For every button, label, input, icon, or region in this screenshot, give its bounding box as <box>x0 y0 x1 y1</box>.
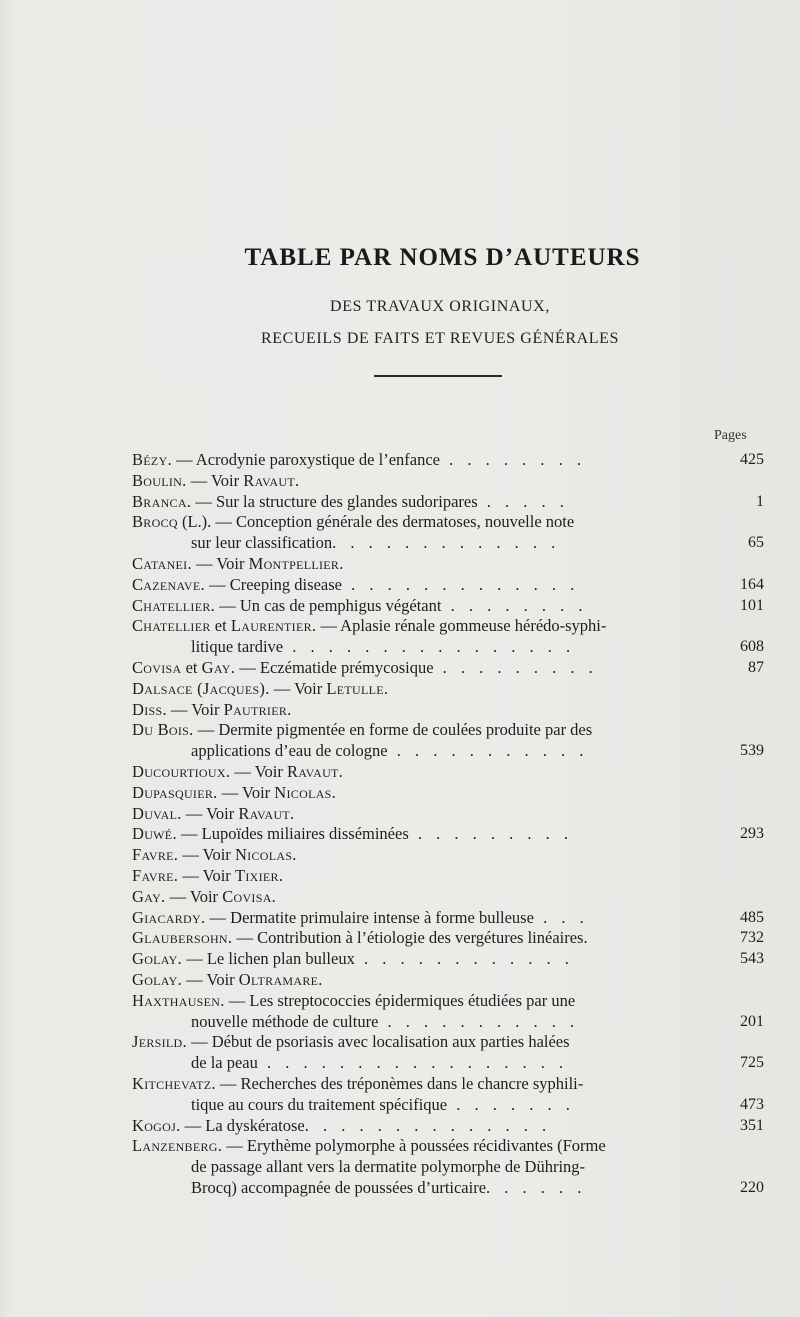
author-name: Duwé. <box>132 824 177 844</box>
entry-text: — Contribution à l’étiologie des vergétures linéaires. <box>232 928 588 948</box>
author-name: Gay. <box>132 886 166 906</box>
entry-line <box>132 658 764 679</box>
dot-leader: . . . <box>533 907 589 927</box>
author-name: Favre. <box>132 845 179 865</box>
entry-line <box>132 887 764 908</box>
index-entry <box>132 908 764 929</box>
entry-line <box>132 1032 764 1053</box>
index-entry <box>132 928 764 949</box>
page-number: 293 <box>740 825 764 843</box>
entry-text: — Voir <box>178 845 235 865</box>
entry-text: de la peau <box>191 1053 258 1073</box>
index-entry <box>132 824 764 845</box>
entry-text: — Recherches des tréponèmes dans le chancre syphili- <box>215 1073 584 1093</box>
entry-line <box>132 616 764 637</box>
cross-reference: Letulle. <box>326 678 389 698</box>
entry-text: — Voir <box>269 678 327 698</box>
page-number: 351 <box>740 1116 764 1134</box>
index-entry <box>132 492 764 513</box>
entry-text: Brocq) accompagnée de poussées d’urticaire <box>191 1177 487 1197</box>
entry-text: — Voir <box>178 865 235 885</box>
entry-line <box>132 679 764 700</box>
author-name: Giacardy. <box>132 907 206 927</box>
author-name: Kogoj. <box>132 1115 181 1135</box>
dot-leader: . . . . . <box>477 491 569 511</box>
entry-text: — Sur la structure des glandes sudoripares <box>191 491 478 511</box>
dot-leader: . . . . . . . <box>447 1094 575 1114</box>
entry-line <box>132 783 764 804</box>
page-title: TABLE PAR NOMS D’AUTEURS <box>244 244 641 271</box>
page-number: 65 <box>748 534 764 552</box>
author-name: Branca. <box>132 491 192 511</box>
entry-line <box>132 450 764 471</box>
dot-leader: . . . . . . . . . . . . . <box>341 574 580 594</box>
pages-column-header: Pages <box>714 428 747 443</box>
entry-line <box>132 700 764 721</box>
entry-line <box>132 1136 764 1157</box>
index-entry <box>132 845 764 866</box>
author-name: Dalsace (Jacques). <box>132 678 270 698</box>
entry-line <box>132 1053 764 1074</box>
entry-text: litique tardive <box>191 637 284 657</box>
page-number: 485 <box>740 908 764 926</box>
cross-reference: Oltramare. <box>238 969 323 989</box>
author-name: Diss. <box>132 699 167 719</box>
author-name: Glaubersohn. <box>132 928 233 948</box>
entry-text: — Voir <box>165 886 223 906</box>
entry-line <box>132 720 764 741</box>
page-number: 539 <box>740 742 764 760</box>
author-name: Chatellier <box>132 616 211 636</box>
entry-line <box>132 1095 764 1116</box>
author-name: Covisa <box>132 657 182 677</box>
cross-reference: Nicolas. <box>234 845 297 865</box>
dot-leader: . . . . . . . . . <box>433 657 598 677</box>
co-author-name: Laurentier. <box>230 616 317 636</box>
title-divider <box>374 375 502 377</box>
author-name: Lanzenberg. <box>132 1136 223 1156</box>
index-entry <box>132 866 764 887</box>
page-number: 473 <box>740 1095 764 1113</box>
page-number: 425 <box>740 451 764 468</box>
author-name: Du Bois. <box>132 720 194 740</box>
entry-text: — Voir <box>191 553 249 573</box>
author-name: Bézy. <box>132 450 172 469</box>
dot-leader: . . . . . . . . . . . <box>387 741 589 761</box>
entry-line <box>132 575 764 596</box>
cross-reference: Covisa. <box>222 886 277 906</box>
cross-reference: Tixier. <box>234 865 284 885</box>
page-number: 608 <box>740 638 764 656</box>
entry-text: (L.). — Conception générale des dermatoses, nouvelle note <box>177 512 575 532</box>
entry-line <box>132 533 764 554</box>
cross-reference: Ravaut. <box>238 803 295 823</box>
author-name: Boulin. <box>132 470 187 490</box>
entry-text: tique au cours du traitement spécifique <box>191 1094 448 1114</box>
index-entry <box>132 658 764 679</box>
entry-text: — Dermite pigmentée en forme de coulées produite par des <box>193 720 593 740</box>
entry-line <box>132 1074 764 1095</box>
author-name: Catanei. <box>132 553 192 573</box>
index-entry <box>132 720 764 762</box>
entry-line <box>132 1116 764 1137</box>
dot-leader: . . . . . . <box>486 1177 587 1197</box>
index-entry <box>132 762 764 783</box>
cross-reference: Montpellier. <box>248 553 344 573</box>
entry-text: — Voir <box>182 969 239 989</box>
index-entry <box>132 949 764 970</box>
author-name: Golay. <box>132 949 183 969</box>
author-name: Jersild. <box>132 1032 187 1052</box>
entry-line <box>132 492 764 513</box>
page-number: 201 <box>740 1012 764 1030</box>
entry-text: — Dermatite primulaire intense à forme bulleuse <box>205 907 534 927</box>
index-entry <box>132 450 764 471</box>
cross-reference: Ravaut. <box>243 470 300 490</box>
entry-line <box>132 845 764 866</box>
entry-text: — Voir <box>217 782 275 802</box>
entry-line <box>132 512 764 533</box>
entry-text: — Erythème polymorphe à poussées récidivantes (Forme <box>222 1136 606 1156</box>
index-entry <box>132 991 764 1033</box>
entry-line <box>132 554 764 575</box>
page-number: 87 <box>748 658 764 676</box>
page-number: 1 <box>756 492 764 510</box>
entry-text: — Voir <box>230 761 287 781</box>
index-entry <box>132 616 764 658</box>
entry-line <box>132 804 764 825</box>
index-entry <box>132 1074 764 1116</box>
subtitle-line-1: DES TRAVAUX ORIGINAUX, <box>330 298 550 315</box>
page-number: 164 <box>740 575 764 593</box>
author-name: Brocq <box>132 512 178 532</box>
entry-text: — Le lichen plan bulleux <box>182 949 355 969</box>
entry-text: — Voir <box>186 470 244 490</box>
cross-reference: Pautrier. <box>223 699 292 719</box>
entry-line <box>132 949 764 970</box>
entry-text: — Creeping disease <box>204 574 342 594</box>
dot-leader: . . . . . . . . . . . . <box>354 949 574 969</box>
entry-text: — Aplasie rénale gommeuse hérédo-syphi- <box>316 616 607 636</box>
entry-line <box>132 741 764 762</box>
index-entry <box>132 575 764 596</box>
subtitle-line-2: RECUEILS DE FAITS ET REVUES GÉNÉRALES <box>260 330 620 347</box>
dot-leader: . . . . . . . . . <box>408 824 574 844</box>
entry-line <box>132 1157 764 1178</box>
cross-reference: Nicolas. <box>274 782 337 802</box>
page-number: 725 <box>740 1054 764 1072</box>
author-name: Ducourtioux. <box>132 761 231 781</box>
entry-text: — Voir <box>166 699 224 719</box>
entry-text: — La dyskératose <box>180 1115 305 1135</box>
author-name: Duval. <box>132 803 182 823</box>
page-number: 101 <box>740 596 764 614</box>
author-name: Chatellier. <box>132 595 216 615</box>
entry-text: — Eczématide prémycosique <box>235 657 434 677</box>
dot-leader: . . . . . . . . . . . . . <box>332 533 561 553</box>
dot-leader: . . . . . . . . . . . <box>378 1011 580 1031</box>
entry-line <box>132 762 764 783</box>
entry-line <box>132 824 764 845</box>
entry-text: — Début de psoriasis avec localisation aux parties halées <box>186 1032 570 1052</box>
dot-leader: . . . . . . . . <box>440 450 586 469</box>
index-entry <box>132 887 764 908</box>
author-name: Favre. <box>132 865 179 885</box>
index-entry <box>132 679 764 700</box>
page-number: 732 <box>740 929 764 947</box>
index-entry <box>132 471 764 492</box>
index-entry <box>132 1116 764 1137</box>
entry-line <box>132 471 764 492</box>
author-name: Cazenave. <box>132 574 205 594</box>
page-number: 220 <box>740 1178 764 1196</box>
entry-text: — Lupoïdes miliaires disséminées <box>176 824 409 844</box>
entry-text: — Voir <box>181 803 239 823</box>
index-entry <box>132 970 764 991</box>
dot-leader: . . . . . . . . <box>441 595 588 615</box>
index-entry <box>132 700 764 721</box>
index-entry <box>132 1136 764 1198</box>
entry-text: — Acrodynie paroxystique de l’enfance <box>171 450 440 469</box>
index-entry <box>132 783 764 804</box>
entry-line <box>132 991 764 1012</box>
entry-line <box>132 1012 764 1033</box>
author-name: Kitchevatz. <box>132 1073 216 1093</box>
author-name: Golay. <box>132 969 183 989</box>
page-number: 543 <box>740 950 764 968</box>
entry-line <box>132 970 764 991</box>
dot-leader: . . . . . . . . . . . . . . . . <box>283 637 576 657</box>
entry-text: et <box>210 616 231 636</box>
entry-text: — Un cas de pemphigus végétant <box>215 595 442 615</box>
index-entry <box>132 1032 764 1074</box>
entry-text: applications d’eau de cologne <box>191 741 388 761</box>
entry-text: de passage allant vers la dermatite polymorphe de Dühring- <box>191 1157 586 1177</box>
entry-line <box>132 1178 764 1199</box>
entry-text: — Les streptococcies épidermiques étudiées par une <box>224 990 576 1010</box>
author-name: Dupasquier. <box>132 782 218 802</box>
entry-line <box>132 637 764 658</box>
dot-leader: . . . . . . . . . . . . . . <box>304 1115 552 1135</box>
entry-text: sur leur classification <box>191 533 333 553</box>
author-name: Haxthausen. <box>132 990 225 1010</box>
index-entry <box>132 596 764 617</box>
index-entry <box>132 804 764 825</box>
index-entry <box>132 512 764 554</box>
entry-text: et <box>181 657 202 677</box>
entry-line <box>132 928 764 949</box>
index-entry <box>132 554 764 575</box>
entry-line <box>132 596 764 617</box>
entry-text: nouvelle méthode de culture <box>191 1011 379 1031</box>
dot-leader: . . . . . . . . . . . . . . . . . <box>257 1053 569 1073</box>
entry-line <box>132 908 764 929</box>
author-index-list <box>132 450 764 1199</box>
cross-reference: Ravaut. <box>286 761 344 781</box>
entry-line <box>132 866 764 887</box>
co-author-name: Gay. <box>201 657 236 677</box>
